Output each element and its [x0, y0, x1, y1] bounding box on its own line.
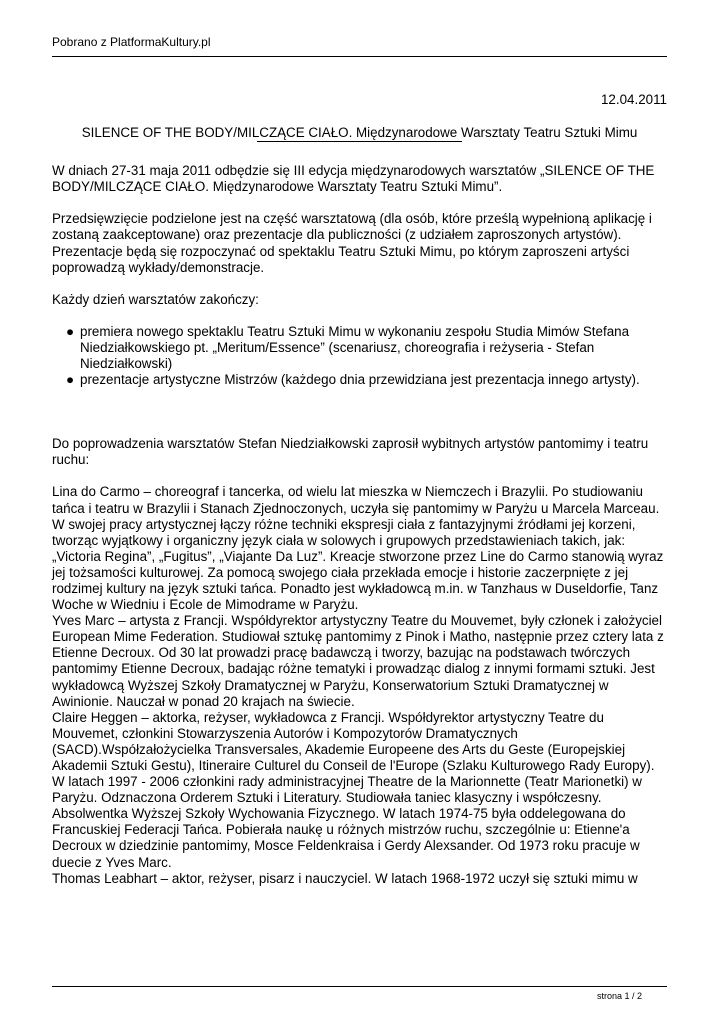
- list-item-text: premiera nowego spektaklu Teatru Sztuki Mimu w wykonaniu zespołu Studia Mimów Stefana Niedziałkowskiego pt. „Meritum/Essence” (scenariusz, choreografia i reżyseria - Stefan Niedziałkowski): [80, 323, 630, 372]
- title-underline: [257, 141, 462, 142]
- header-divider: [52, 56, 667, 57]
- bio-yves-marc: Yves Marc – artysta z Francji. Współdyrektor artystyczny Teatre du Mouvemet, były członek i założyciel European Mime Federation. Studiował sztukę pantomimy z Pinok i Matho, następnie przez cztery lata z Etienne Decroux. Od 30 lat prowadzi pracę badawczą i tworzy, bazując na podstawach twórczych pantomimy Etienne Decroux, badając różne tematyki i prowadząc dialog z innymi formami sztuki. Jest wykładowcą Wyższej Szkoły Dramatycznej w Paryżu, Konserwatorium Sztuki Dramatycznej w Awinionie. Nauczał w ponad 20 krajach na świecie.: [52, 613, 664, 709]
- daily-intro-paragraph: Każdy dzień warsztatów zakończy:: [52, 291, 259, 307]
- list-item-text: prezentacje artystyczne Mistrzów (każdego dnia przewidziana jest prezentacja innego artysty).: [80, 372, 640, 388]
- document-body: [52, 92, 667, 887]
- description-paragraph: Przedsięwzięcie podzielone jest na część warsztatową (dla osób, które prześlą wypełnioną aplikację i zostaną zaakceptowane) oraz prezentacje dla publiczności (z udziałem zaproszonych artystów). Prezentacje będą się rozpoczynać od spektaklu Teatru Sztuki Mimu, po którym zaproszeni artyści poprowadzą wykłady/demonstracje.: [52, 211, 652, 275]
- daily-events-list: [52, 324, 667, 388]
- bio-claire-heggen: Claire Heggen – aktorka, reżyser, wykładowca z Francji. Współdyrektor artystyczny Teatre du Mouvemet, członkini Stowarzyszenia Autorów i Kompozytorów Dramatycznych (SACD).Współzałożycielka Transversales, Akademie Europeene des Arts du Geste (Europejskiej Akademii Sztuki Gestu), Itineraire Culturel du Conseil de l'Europe (Szlaku Kulturowego Rady Europy). W latach 1997 - 2006 członkini rady administracyjnej Theatre de la Marionnette (Teatr Marionetki) w Paryżu. Odznaczona Orderem Sztuki i Literatury. Studiowała taniec klasyczny i współczesny. Absolwentka Wyższej Szkoły Wychowania Fizycznego. W latach 1974-75 była oddelegowana do Francuskiej Federacji Tańca. Pobierała naukę u różnych mistrzów ruchu, szczególnie u: Etienne'a Decroux w dziedzinie pantomimy, Mosce Feldenkraisa i Gerdy Alexsander. Od 1973 roku pracuje w duecie z Yves Marc.: [52, 709, 655, 870]
- document-title: SILENCE OF THE BODY/MILCZĄCE CIAŁO. Międzynarodowe Warsztaty Teatru Sztuki Mimu: [81, 125, 638, 141]
- list-item: [66, 323, 667, 372]
- footer-divider: [52, 986, 667, 987]
- download-source-header: Pobrano z PlatformaKultury.pl: [52, 35, 211, 49]
- list-item: [66, 372, 667, 388]
- document-date: 12.04.2011: [600, 92, 667, 107]
- artists-intro-paragraph: Do poprowadzenia warsztatów Stefan Niedziałkowski zaprosił wybitnych artystów pantomimy i teatru ruchu:: [52, 436, 649, 468]
- page-number: strona 1 / 2: [596, 991, 642, 1001]
- intro-paragraph: W dniach 27-31 maja 2011 odbędzie się III edycja międzynarodowych warsztatów „SILENCE OF THE BODY/MILCZĄCE CIAŁO. Międzynarodowe Warsztaty Teatru Sztuki Mimu”.: [52, 163, 655, 195]
- bullet-icon: ●: [66, 323, 75, 339]
- bio-thomas-leabhart: Thomas Leabhart – aktor, reżyser, pisarz i nauczyciel. W latach 1968-1972 uczył się sztuki mimu w: [52, 870, 638, 886]
- bullet-icon: ●: [66, 372, 75, 388]
- bio-lina-do-carmo: Lina do Carmo – choreograf i tancerka, od wielu lat mieszka w Niemczech i Brazylii. Po studiowaniu tańca i teatru w Brazylii i Stanach Zjednoczonych, uczyła się pantomimy w Paryżu u Marcela Marceau. W swojej pracy artystycznej łączy różne techniki ekspresji ciała z fantazyjnymi źródłami jej korzeni, tworząc wyjątkowy i organiczny język ciała w solowych i grupowych przedstawieniach takich, jak: „Victoria Regina”, „Fugitus”, „Viajante Da Luz”. Kreacje stworzone przez Line do Carmo stanowią wyraz jej tożsamości kulturowej. Za pomocą swojego ciała przekłada emocje i historie zaczerpnięte z jej rodzimej kultury na język sztuki tańca. Ponadto jest wykładowcą m.in. w Tanzhaus w Duseldorfie, Tanz Woche w Wiedniu i Ecole de Mimodrame w Paryżu.: [52, 484, 664, 613]
